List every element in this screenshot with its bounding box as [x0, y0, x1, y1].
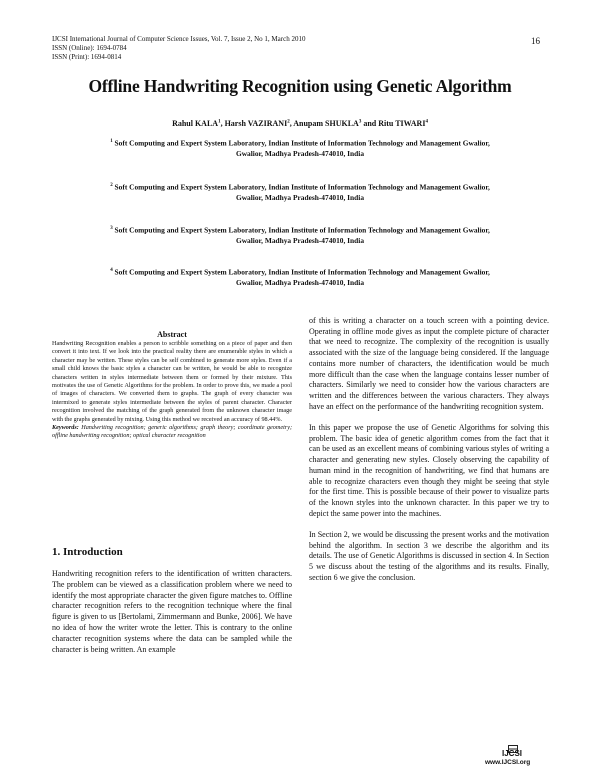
journal-citation: IJCSI International Journal of Computer Science Issues, Vol. 7, Issue 2, No 1, March 2010 — [52, 35, 306, 43]
issn-print: ISSN (Print): 1694-0814 — [52, 53, 122, 61]
author-name: Rahul KALA — [172, 119, 219, 128]
author-sup: 3 — [358, 119, 362, 125]
ijcsi-logo-icon — [508, 740, 518, 748]
section-heading-introduction: 1. Introduction — [52, 546, 123, 558]
affiliation-line: Soft Computing and Expert System Laboratory, Indian Institute of Information Technology and Management Gwalior, — [114, 182, 490, 192]
abstract-text: Handwriting Recognition enables a person to scribble something on a piece of paper and then convert it into text. If we look into the practical reality there are enumerable styles in which a character may be written. These styles can be self combined to generate more styles. Even if a small child knows the basic styles a character can be written, he would be able to recognize characters written in styles intermediate between them or formed by their mixture. This motivates the use of Genetic Algorithms for the problem. In order to prove this, we made a pool of images of characters. We converted them to graphs. The graph of every character was intermixed to generate styles intermediate between the styles of parent character. Character recognition involved the matching of the graph generated from the unknown character image with the graphs generated by mixing. Using this method we received an accuracy of 98.44%. — [52, 340, 292, 423]
affiliation-line: Soft Computing and Expert System Laboratory, Indian Institute of Information Technology and Management Gwalior, — [114, 267, 490, 277]
author-sep: , — [289, 119, 294, 128]
author-sep: and — [361, 119, 379, 128]
affiliation-line: Soft Computing and Expert System Laboratory, Indian Institute of Information Technology and Management Gwalior, — [114, 138, 490, 148]
paragraph: In Section 2, we would be discussing the present works and the motivation behind the algorithm. In section 3 we describe the algorithm and its details. The use of Genetic Algorithms is discussed in section 4. In Section 5 we discuss about the testing of the algorithms and its results. Finally, section 6 we give the conclusion. — [309, 530, 549, 582]
author-name: Ritu TIWARI — [378, 119, 426, 128]
abstract-body — [52, 340, 292, 441]
affiliation-1 — [60, 137, 540, 159]
ijcsi-logo-text: IJCSI — [502, 749, 523, 758]
affiliation-line: Gwalior, Madhya Pradesh-474010, India — [235, 277, 365, 287]
affiliation-sup: 3 — [110, 226, 113, 231]
keywords-label: Keywords: — [52, 424, 79, 432]
author-sep: , — [220, 119, 225, 128]
affiliation-line: Soft Computing and Expert System Laboratory, Indian Institute of Information Technology and Management Gwalior, — [114, 225, 490, 235]
affiliation-sup: 4 — [110, 268, 113, 273]
introduction-body — [52, 569, 292, 655]
author-name: Anupam SHUKLA — [293, 119, 359, 128]
author-name: Harsh VAZIRANI — [224, 119, 288, 128]
journal-url[interactable]: www.IJCSI.org — [485, 759, 531, 766]
paragraph: of this is writing a character on a touch screen with a pointing device. Operating in offline mode gives as input the complete picture of character that we need to recognize. The complexity of the recognition is usually associated with the size of the language being considered. If the language contains more number of characters, the identification would be much more difficult than the case when the language contains lesser number of characters. Similarly we need to consider how the various characters are written and the differences between the various characters. They always have an effect on the performance of the handwriting recognition system. — [309, 316, 549, 411]
keywords — [52, 424, 292, 441]
affiliation-3 — [60, 224, 540, 246]
affiliation-line: Gwalior, Madhya Pradesh-474010, India — [235, 148, 365, 158]
introduction-text: Handwriting recognition refers to the identification of written characters. The problem can be viewed as a classification problem where we need to identify the most appropriate character the given figure matches to. Offline character recognition refers to the recognition technique where the final figure is given to us [Bertolami, Zimmermann and Bunke, 2006]. We have no idea of how the writer wrote the letter. This is contrary to the online character recognition systems where the data can be sampled while the character is being written. An example — [52, 569, 292, 654]
keywords-text: Handwriting recognition; generic algorithms; graph theory; coordinate geometry; offline handwriting recognition; optical character recognition — [52, 424, 292, 440]
issn-online: ISSN (Online): 1694-0784 — [52, 44, 127, 52]
affiliation-sup: 1 — [110, 139, 113, 144]
author-sup: 2 — [287, 119, 290, 125]
right-column — [309, 316, 549, 584]
abstract-heading: Abstract — [157, 330, 187, 339]
affiliation-sup: 2 — [110, 183, 113, 188]
paper-title: Offline Handwriting Recognition using Genetic Algorithm — [88, 76, 512, 96]
affiliation-4 — [60, 266, 540, 288]
journal-header — [52, 35, 305, 62]
author-list — [0, 119, 600, 128]
author-sup: 1 — [218, 119, 221, 125]
affiliation-line: Gwalior, Madhya Pradesh-474010, India — [235, 235, 365, 245]
affiliation-2 — [60, 181, 540, 203]
paragraph: In this paper we propose the use of Genetic Algorithms for solving this problem. The basic idea of genetic algorithm comes from the fact that it can be used as an excellent means of combining various styles of writing a character and generating new styles. Closely observing the capability of human mind in the recognition of handwriting, we find that humans are able to recognize characters even though they might be seeing that style for the first time. This is possible because of their power to visualize parts of the known styles into the unknown character. In this paper we try to depict the same power into the machines. — [309, 423, 549, 518]
author-sup: 4 — [425, 119, 428, 125]
page-number: 16 — [531, 36, 540, 46]
affiliation-line: Gwalior, Madhya Pradesh-474010, India — [235, 192, 365, 202]
